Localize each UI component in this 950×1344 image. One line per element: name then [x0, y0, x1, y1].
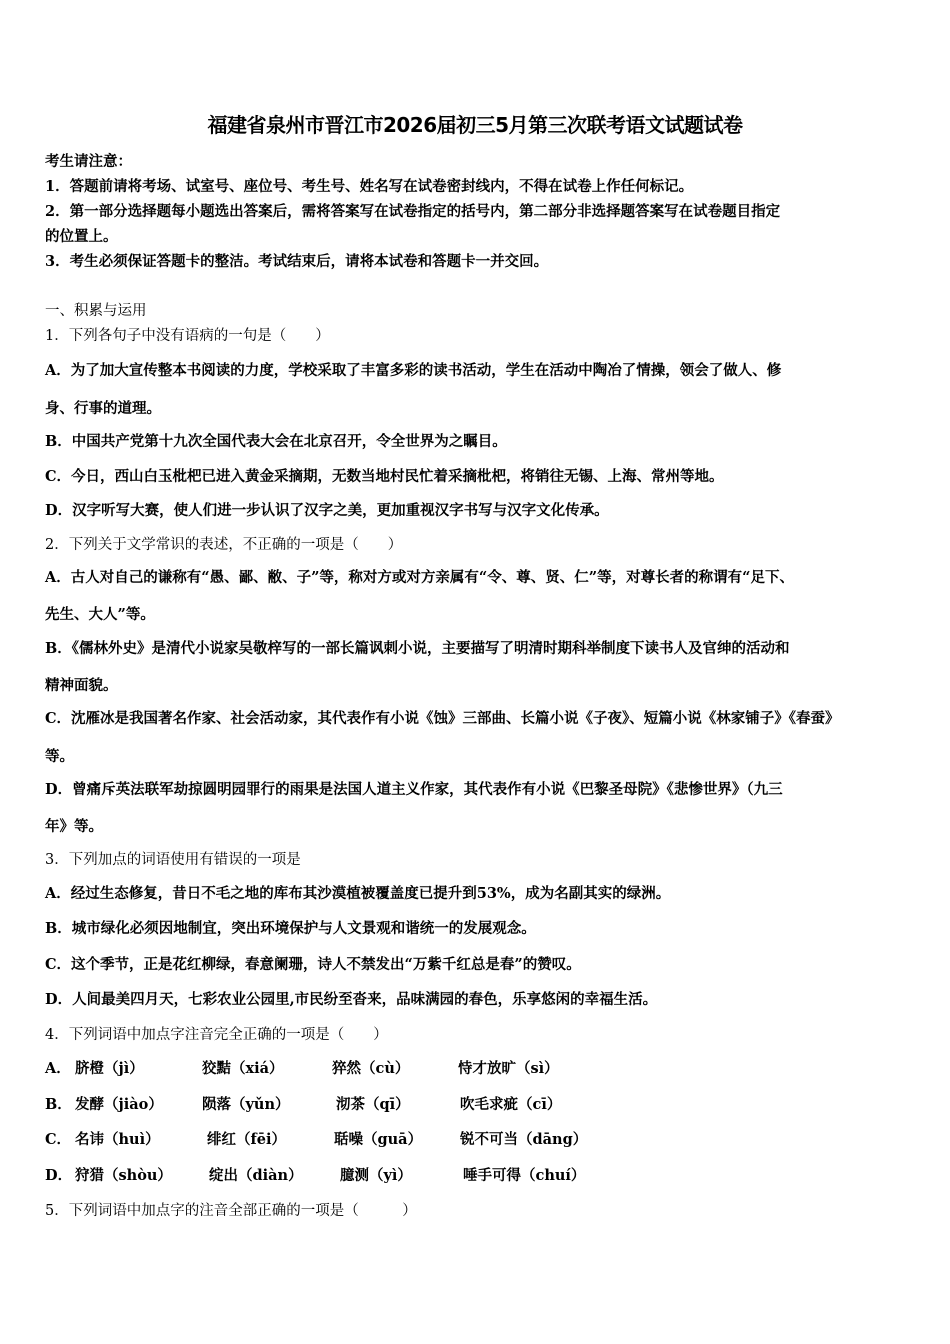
q4-option-label: D． — [45, 1167, 73, 1184]
q3-option-c: C．这个季节，正是花红柳绿，春意阑珊，诗人不禁发出“万紫千红总是春”的赞叹。 — [45, 956, 581, 973]
q2-option-d: D．曾痛斥英法联军劫掠圆明园罪行的雨果是法国人道主义作家，其代表作有小说《巴黎圣母院》《悲惨世界》（九三 — [45, 781, 783, 798]
q1-option-b: B．中国共产党第十九次全国代表大会在北京召开，令全世界为之瞩目。 — [45, 433, 507, 450]
notice-item-1: 1．答题前请将考场、试室号、座位号、考生号、姓名写在试卷密封线内，不得在试卷上作任何标记。 — [45, 178, 694, 195]
q4-option-label: A． — [45, 1060, 71, 1077]
q4-word: 绽出（diàn） — [209, 1167, 303, 1184]
q2-option-b-cont: 精神面貌。 — [45, 677, 118, 694]
page-title: 福建省泉州市晋江市2026届初三5月第三次联考语文试题试卷 — [207, 113, 743, 137]
q4-word: 名讳（huì） — [75, 1131, 160, 1148]
q4-word: 狩猎（shòu） — [75, 1167, 172, 1184]
q2-option-b: B．《儒林外史》是清代小说家吴敬梓写的一部长篇讽刺小说，主要描写了明清时期科举制度下读书人及官绅的活动和 — [45, 640, 790, 657]
q4-word: 发酵（jiào） — [75, 1096, 163, 1113]
q4-word: 臆测（yì） — [340, 1167, 412, 1184]
q2-stem: 2．下列关于文学常识的表述，不正确的一项是（ ） — [45, 537, 403, 553]
q2-option-d-cont: 年》等。 — [45, 818, 103, 835]
q4-word: 猝然（cù） — [332, 1060, 410, 1077]
section-heading: 一、积累与运用 — [45, 303, 147, 319]
q4-word: 吹毛求疵（cī） — [460, 1096, 562, 1113]
q4-word: 绯红（fēi） — [207, 1131, 286, 1148]
q3-option-b: B．城市绿化必须因地制宜，突出环境保护与人文景观和谐统一的发展观念。 — [45, 920, 536, 937]
q1-option-c: C．今日，西山白玉枇杷已进入黄金采摘期，无数当地村民忙着采摘枇杷，将销往无锡、上海、常州等地。 — [45, 468, 724, 485]
q5-stem: 5．下列词语中加点字的注音全部正确的一项是（ ） — [45, 1203, 417, 1219]
q2-option-c: C．沈雁冰是我国著名作家、社会活动家，其代表作有小说《蚀》三部曲、长篇小说《子夜》、短篇小说《林家铺子》《春蚕》 — [45, 710, 840, 727]
q4-word: 狡黠（xiá） — [202, 1060, 284, 1077]
q1-option-a: A．为了加大宣传整本书阅读的力度，学校采取了丰富多彩的读书活动，学生在活动中陶冶了情操，领会了做人、修 — [45, 362, 782, 379]
q4-word: 脐橙（jì） — [75, 1060, 144, 1077]
q2-option-c-cont: 等。 — [45, 748, 74, 765]
q3-option-d: D．人间最美四月天，七彩农业公园里,市民纷至沓来，品味满园的春色，乐享悠闲的幸福生活。 — [45, 991, 658, 1008]
q3-option-a: A．经过生态修复，昔日不毛之地的库布其沙漠植被覆盖度已提升到53%，成为名副其实的绿洲。 — [45, 885, 671, 902]
q4-word: 沏茶（qī） — [336, 1096, 410, 1113]
q4-stem: 4．下列词语中加点字注音完全正确的一项是（ ） — [45, 1027, 388, 1043]
q1-option-d: D．汉字听写大赛，使人们进一步认识了汉字之美，更加重视汉字书写与汉字文化传承。 — [45, 502, 609, 519]
q1-stem: 1．下列各句子中没有语病的一句是（ ） — [45, 328, 330, 344]
q4-word: 聒噪（guā） — [334, 1131, 423, 1148]
q2-option-a: A．古人对自己的谦称有“愚、鄙、敝、子”等，称对方或对方亲属有“令、尊、贤、仁”等，对尊长者的称谓有“足下、 — [45, 569, 794, 586]
q4-word: 恃才放旷（sì） — [458, 1060, 559, 1077]
q1-option-a-cont: 身、行事的道理。 — [45, 400, 161, 417]
q4-word: 锐不可当（dāng） — [460, 1131, 588, 1148]
notice-item-3: 3．考生必须保证答题卡的整洁。考试结束后，请将本试卷和答题卡一并交回。 — [45, 253, 549, 270]
q3-stem: 3．下列加点的词语使用有错误的一项是 — [45, 852, 301, 868]
notice-item-2-cont: 的位置上。 — [45, 228, 118, 245]
q4-word: 唾手可得（chuí） — [463, 1167, 586, 1184]
q4-option-label: B． — [45, 1096, 72, 1113]
q4-word: 陨落（yǔn） — [202, 1096, 290, 1113]
notice-item-2: 2．第一部分选择题每小题选出答案后，需将答案写在试卷指定的括号内，第二部分非选择题答案写在试卷题目指定 — [45, 203, 781, 220]
notice-heading: 考生请注意： — [45, 153, 132, 170]
q2-option-a-cont: 先生、大人”等。 — [45, 606, 155, 623]
q4-option-label: C． — [45, 1131, 72, 1148]
